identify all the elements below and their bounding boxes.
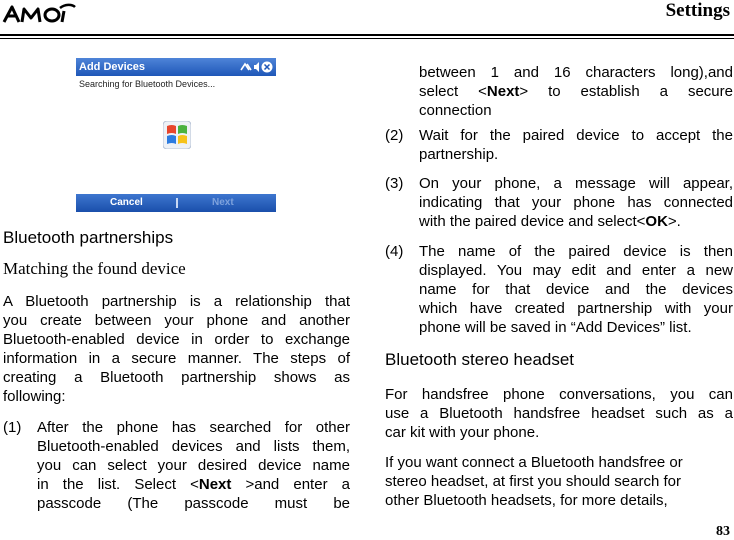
screenshot-titlebar xyxy=(76,58,276,76)
step-text xyxy=(37,418,350,513)
windows-flag-icon xyxy=(163,121,191,149)
intro-line: following: xyxy=(3,388,66,405)
screenshot-body xyxy=(76,76,276,194)
header-rule-thin xyxy=(0,38,734,39)
step-line: select <Next> to establish a secure xyxy=(419,83,733,100)
step-2 xyxy=(385,126,733,166)
step-line: between 1 and 16 characters long),and xyxy=(419,64,733,81)
para-line: other Bluetooth headsets, for more details, xyxy=(385,492,668,509)
step-4 xyxy=(385,242,733,342)
page-number: 83 xyxy=(716,524,730,539)
step-line: connection xyxy=(419,102,492,119)
para-line: For handsfree phone conversations, you can xyxy=(385,386,733,403)
connect-headset-paragraph xyxy=(385,453,733,510)
step-text xyxy=(419,63,733,120)
page-header-title: Settings xyxy=(665,0,730,21)
para-line: car kit with your phone. xyxy=(385,424,540,441)
next-keyword: Next xyxy=(198,476,232,493)
step-line: with the paired device and select<OK>. xyxy=(419,213,681,230)
step-line: Bluetooth-enabled devices and lists them, xyxy=(37,438,350,455)
step-3 xyxy=(385,174,733,234)
step-line: After the phone has searched for other xyxy=(37,419,350,436)
cancel-softkey[interactable]: Cancel xyxy=(110,197,143,208)
step-number: (2) xyxy=(385,127,404,144)
step-line: passcode (The passcode must be xyxy=(37,495,350,512)
step-text xyxy=(419,126,733,164)
ok-keyword: OK xyxy=(645,213,668,230)
intro-line: Bluetooth-enabled device in order to exchange xyxy=(3,331,350,348)
step-1-continued xyxy=(385,63,733,123)
partnership-intro xyxy=(3,292,350,406)
step-line: in the list. Select <Next >and enter a xyxy=(37,476,350,493)
para-line: stereo headset, at first you should search for xyxy=(385,473,681,490)
intro-line: information in a secure manner. The steps of xyxy=(3,350,350,367)
amoi-logo xyxy=(2,2,76,26)
intro-line: you create between your phone and another xyxy=(3,312,350,329)
step-line: name for that device and the devices xyxy=(419,281,733,298)
step-line: Wait for the paired device to accept the xyxy=(419,127,733,144)
next-softkey[interactable]: Next xyxy=(212,197,234,208)
screenshot-softkey-bar xyxy=(76,194,276,212)
screenshot-title: Add Devices xyxy=(79,61,146,73)
matching-device-subheading: Matching the found device xyxy=(3,259,186,278)
para-line: use a Bluetooth handsfree headset such as a xyxy=(385,405,733,422)
step-line: phone will be saved in “Add Devices” list. xyxy=(419,319,692,336)
step-text xyxy=(419,174,733,231)
step-line: The name of the paired device is then xyxy=(419,243,733,260)
softkey-separator xyxy=(176,198,178,208)
step-number: (3) xyxy=(385,175,404,192)
step-text xyxy=(419,242,733,337)
intro-line: A Bluetooth partnership is a relationship that xyxy=(3,293,350,310)
step-line: displayed. You may edit and enter a new xyxy=(419,262,733,279)
step-line: which have created partnership with your xyxy=(419,300,733,317)
next-keyword: Next xyxy=(486,83,520,100)
add-devices-screenshot xyxy=(76,58,276,212)
step-1 xyxy=(3,418,350,518)
close-icon xyxy=(262,62,273,73)
intro-line: creating a Bluetooth partnership shows as xyxy=(3,369,350,386)
header-rule-thick xyxy=(0,34,734,36)
handsfree-paragraph xyxy=(385,385,733,442)
para-line: If you want connect a Bluetooth handsfree or xyxy=(385,454,683,471)
step-line: partnership. xyxy=(419,146,499,163)
step-line: On your phone, a message will appear, xyxy=(419,175,733,192)
amoi-logo-mark xyxy=(2,2,76,26)
step-line: you can select your desired device name xyxy=(37,457,350,474)
searching-message: Searching for Bluetooth Devices... xyxy=(79,79,216,89)
bluetooth-stereo-headset-heading: Bluetooth stereo headset xyxy=(385,350,575,369)
bluetooth-partnerships-heading: Bluetooth partnerships xyxy=(3,228,174,247)
step-number: (1) xyxy=(3,419,22,436)
connectivity-icon xyxy=(241,64,251,70)
step-line: indicating that your phone has connected xyxy=(419,194,733,211)
volume-icon xyxy=(254,62,259,72)
status-icons xyxy=(239,60,273,74)
step-number: (4) xyxy=(385,243,404,260)
